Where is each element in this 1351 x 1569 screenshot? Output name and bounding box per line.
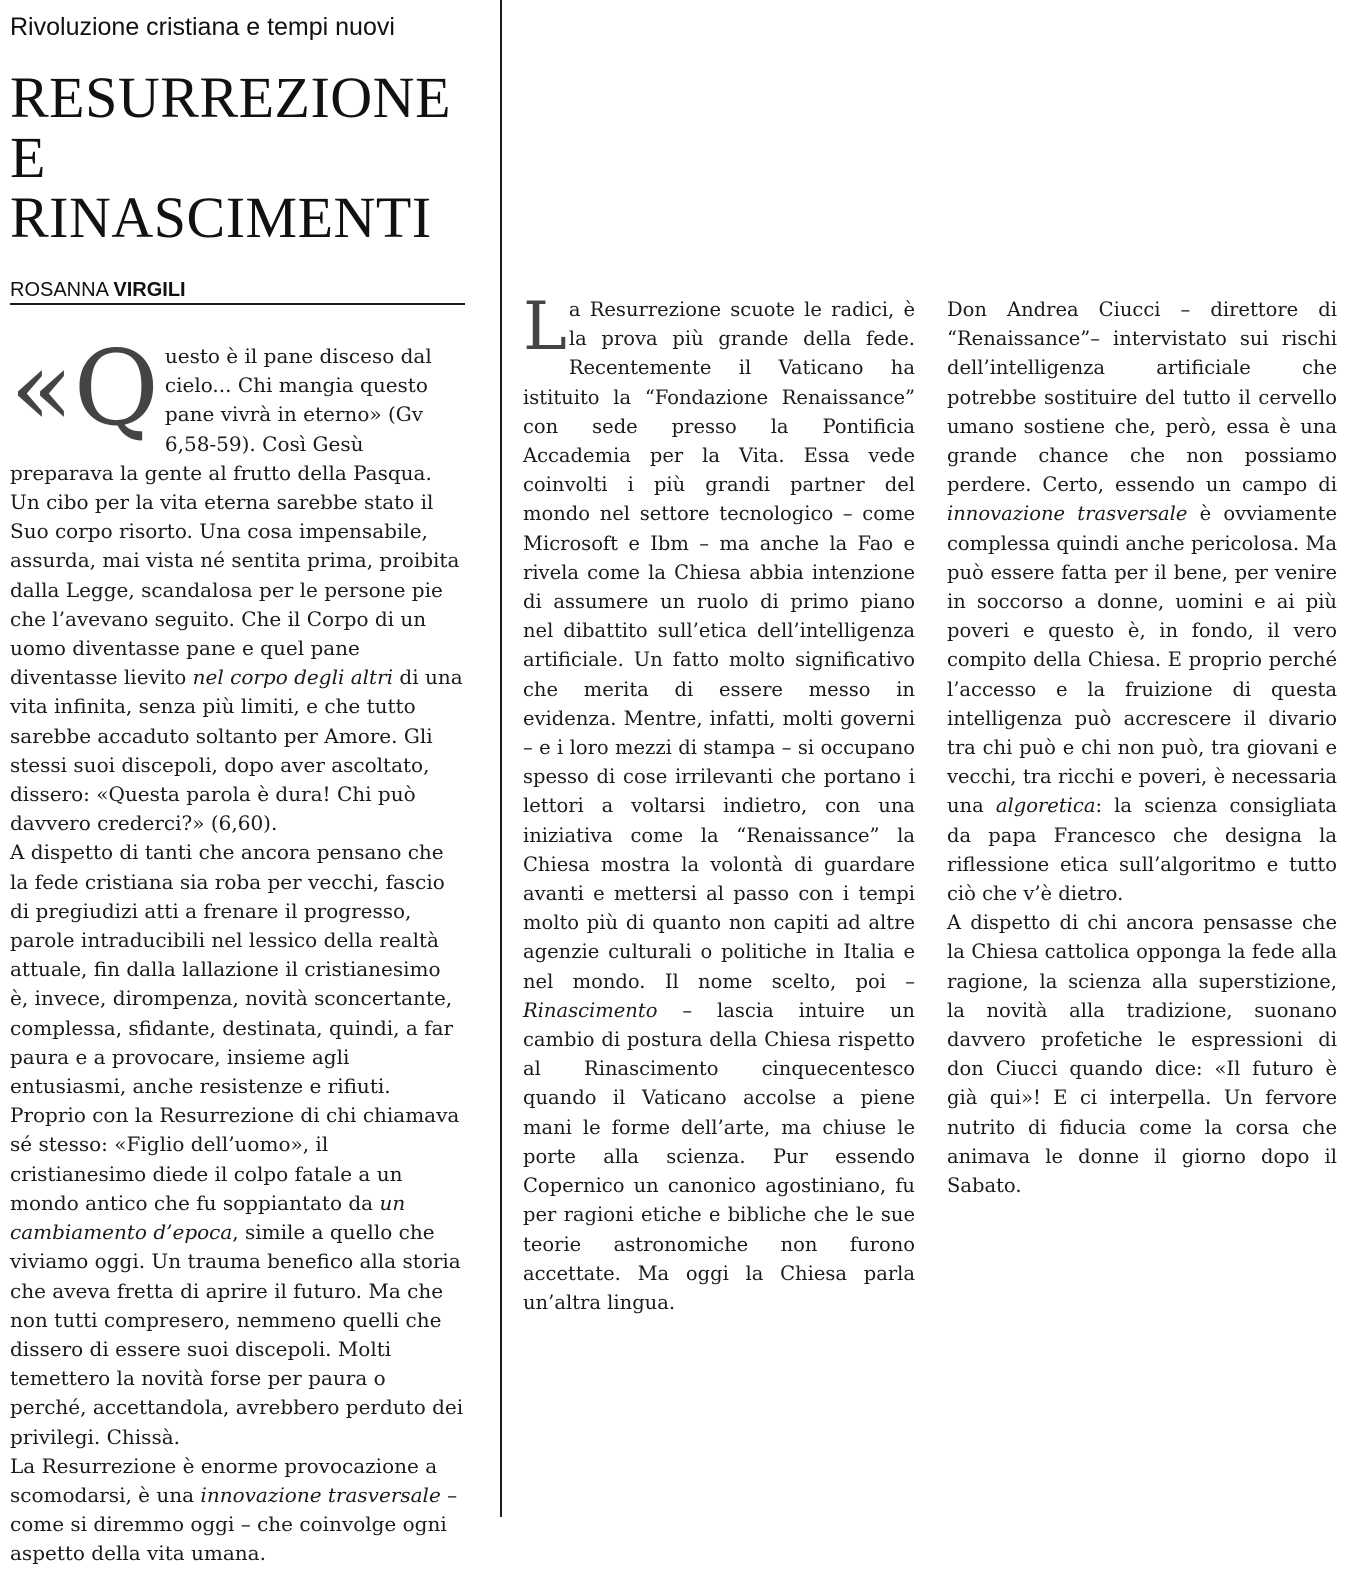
- kicker: Rivoluzione cristiana e tempi nuovi: [10, 13, 395, 41]
- paragraph-6: [947, 295, 1337, 908]
- paragraph-4: [10, 1452, 465, 1569]
- italic-run: algoretica: [995, 794, 1096, 818]
- dropcap: «Q: [10, 327, 159, 449]
- italic-run: innovazione trasversale: [200, 1482, 441, 1507]
- author-firstname: ROSANNA: [10, 279, 108, 301]
- dropcap: L: [523, 288, 567, 365]
- text-run: è ovviamente complessa quindi anche pericolosa. Ma può essere fatta per il bene, per venire in soccorso a donne, uomini e ai più poveri e questo è, in fondo, il vero compito della Chiesa. E proprio perché l’accesso e la fruizione di questa intelligenza può accrescere il divario tra chi può e chi non può, tra giovani e vecchi, tra ricchi e poveri, è necessaria una: [947, 502, 1337, 818]
- paragraph-7: A dispetto di chi ancora pensasse che la Chiesa cattolica opponga la fede alla ragione, la scienza alla superstizione, la novità alla tradizione, suonano davvero profetiche le espressioni di don Ciucci quando dice: «Il futuro è già qui»! E ci interpella. Un fervore nutrito di fiducia come la corsa che animava le donne il giorno dopo il Sabato.: [947, 911, 1337, 1198]
- text-run: uesto è il pane disceso dal cielo... Chi mangia questo pane vivrà in eterno» (Gv 6,58-59). Così Gesù preparava la gente al frutto della Pasqua. Un cibo per la vita eterna sarebbe stato il Suo corpo risorto. Una cosa impensabile, assurda, mai vista né sentita prima, proibita dalla Legge, scandalosa per le persone pie che l’avevano seguito. Che il Corpo di un uomo diventasse pane e quel pane diventasse lievito: [10, 344, 460, 690]
- paragraph-3: [10, 1101, 465, 1451]
- text-run: – come si diremmo oggi – che coinvolge ogni aspetto della vita umana.: [10, 1482, 458, 1566]
- italic-run: innovazione trasversale: [947, 502, 1188, 526]
- paragraph-1: [10, 327, 465, 838]
- italic-run: Rinascimento: [523, 998, 658, 1022]
- text-run: : la scienza consigliata da papa Francesco che designa la riflessione etica sull’algoritmo e tutto ciò che v’è dietro.: [947, 794, 1337, 906]
- headline: [10, 65, 465, 250]
- text-run: a Resurrezione scuote le radici, è la prova più grande della fede. Recentemente il Vaticano ha istituito la “Fondazione Renaissance” con sede presso la Pontificia Accademia per la Vita. Essa vede coinvolti i più grandi partner del mondo nel settore tecnologico – come Microsoft e Ibm – ma anche la Fao e rivela come la Chiesa abbia intenzione di assumere un ruolo di primo piano nel dibattito sull’etica dell’intelligenza artificiale. Un fatto molto significativo che merita di essere messo in evidenza. Mentre, infatti, molti governi – e i loro mezzi di stampa – si occupano spesso di cose irrilevanti che portano i lettori a voltarsi indietro, con una iniziativa come la “Renaissance” la Chiesa mostra la volontà di guardare avanti e mettersi al passo con i tempi molto più di quanto non capiti ad altre agenzie culturali o politiche in Italia e nel mondo. Il nome scelto, poi –: [523, 298, 915, 993]
- right-column: [947, 0, 1337, 1200]
- text-run: Don Andrea Ciucci – direttore di “Renaissance”– intervistato sui rischi dell’intelligenza artificiale che potrebbe sostituire del tutto il cervello umano sostiene che, però, essa è una grande chance che non possiamo perdere. Certo, essendo un campo di: [947, 298, 1337, 497]
- headline-line-2: E RINASCIMENTI: [10, 125, 432, 250]
- author-lastname: VIRGILI: [113, 279, 186, 301]
- text-run: , simile a quello che viviamo oggi. Un trauma benefico alla storia che aveva fretta di aprire il futuro. Ma che non tutti compresero, nemmeno quelli che dissero di essere suoi discepoli. Molti temettero la novità forse per paura o perché, accettandola, avrebbero perduto dei privilegi. Chissà.: [10, 1220, 464, 1449]
- italic-run: un cambiamento d’epoca: [10, 1190, 406, 1245]
- headline-line-1: RESURREZIONE: [10, 65, 451, 130]
- text-run: Proprio con la Resurrezione di chi chiamava sé stesso: «Figlio dell’uomo», il cristianesimo diede il colpo fatale a un mondo antico che fu soppiantato da: [10, 1103, 460, 1215]
- paragraph-2: A dispetto di tanti che ancora pensano che la fede cristiana sia roba per vecchi, fascio di pregiudizi atti a frenare il progresso, parole intraducibili nel lessico della realtà attuale, fin dalla lallazione il cristianesimo è, invece, dirompenza, novità sconcertante, complessa, sfidante, destinata, quindi, a far paura e a provocare, insieme agli entusiasmi, anche resistenze e rifiuti.: [10, 840, 454, 1099]
- text-run: di una vita infinita, senza più limiti, e che tutto sarebbe accaduto soltanto per Amore. Gli stessi suoi discepoli, dopo aver ascoltato, dissero: «Questa parola è dura! Chi può davvero crederci?» (6,60).: [10, 665, 463, 836]
- left-column: [10, 0, 465, 1569]
- byline: [10, 278, 465, 305]
- middle-column: [523, 0, 915, 1317]
- italic-run: nel corpo degli altri: [192, 665, 394, 690]
- text-run: – lascia intuire un cambio di postura della Chiesa rispetto al Rinascimento cinquecentesco quando il Vaticano accolse a piene mani le forme dell’arte, ma chiuse le porte alla scienza. Pur essendo Copernico un canonico agostiniano, fu per ragioni etiche e bibliche che le sue teorie astronomiche non furono accettate. Ma oggi la Chiesa parla un’altra lingua.: [523, 998, 915, 1314]
- text-run: La Resurrezione è enorme provocazione a scomodarsi, è una: [10, 1453, 438, 1507]
- paragraph-5: [523, 288, 915, 1317]
- column-separator: [500, 0, 502, 1517]
